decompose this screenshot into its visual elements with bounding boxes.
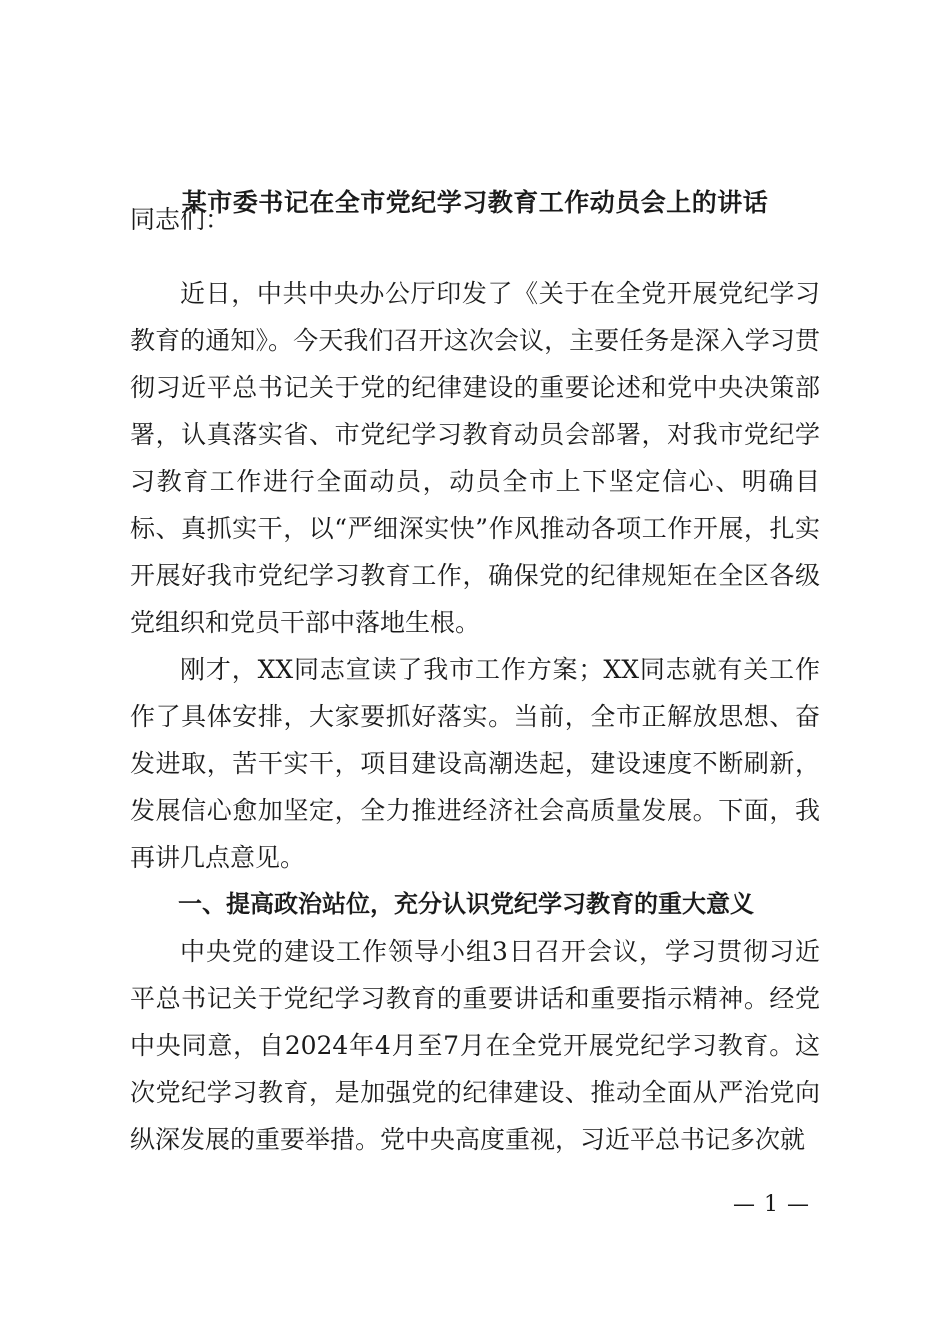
section-heading: 一、提高政治站位，充分认识党纪学习教育的重大意义 [178,890,754,918]
document-title: 某市委书记在全市党纪学习教育工作动员会上的讲话 [181,188,769,217]
paragraph-opinions: 刚才，XX同志宣读了我市工作方案；XX同志就有关工作作了具体安排，大家要抓好落实。当前，全市正解放思想、奋发进取，苦干实干，项目建设高潮迭起，建设速度不断刷新，发展信心愈加坚定，全力推进经济社会高质量发展。下面，我再讲几点意见。 [130,655,820,872]
document-body [130,270,820,1163]
paragraph-section-1: 中央党的建设工作领导小组3日召开会议，学习贯彻习近平总书记关于党纪学习教育的重要讲话和重要指示精神。经党中央同意，自2024年4月至7月在全党开展党纪学习教育。这次党纪学习教育，是加强党的纪律建设、推动全面从严治党向纵深发展的重要举措。党中央高度重视，习近平总书记多次就 [130,937,820,1154]
salutation: 同志们： [130,205,231,234]
paragraph-intro: 近日，中共中央办公厅印发了《关于在全党开展党纪学习教育的通知》。今天我们召开这次会议，主要任务是深入学习贯彻习近平总书记关于党的纪律建设的重要论述和党中央决策部署，认真落实省、市党纪学习教育动员会部署，对我市党纪学习教育工作进行全面动员，动员全市上下坚定信心、明确目标、真抓实干，以“严细深实快”作风推动各项工作开展，扎实开展好我市党纪学习教育工作，确保党的纪律规矩在全区各级党组织和党员干部中落地生根。 [130,279,820,637]
page-number: — 1 — [733,1192,810,1217]
